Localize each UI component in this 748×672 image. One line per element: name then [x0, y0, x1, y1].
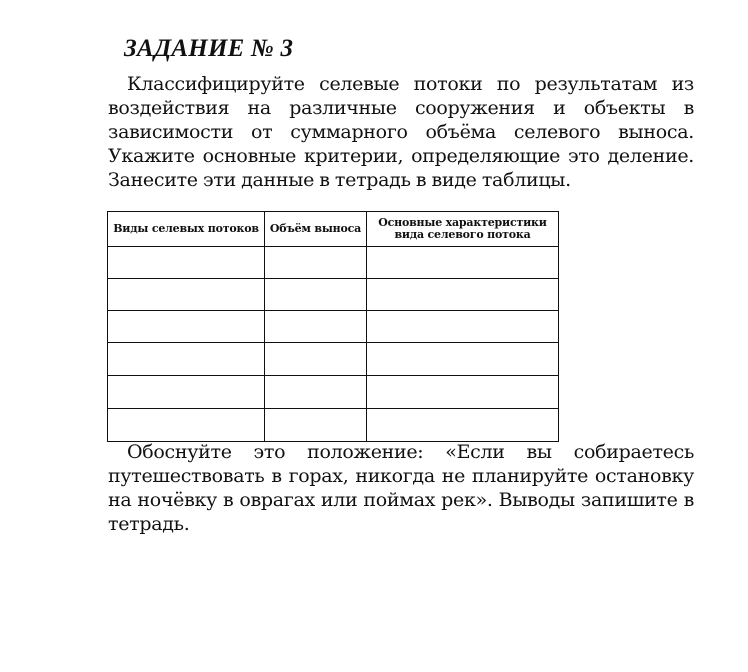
table-cell	[108, 409, 265, 442]
task-justification: Обоснуйте это положение: «Если вы собираетесь путешествовать в горах, никогда не планируйте остановку на ночёвку в оврагах или поймах рек». Выводы запишите в тетрадь.	[108, 441, 694, 535]
table-cell	[367, 409, 559, 442]
header-mudflow-types: Виды селевых потоков	[108, 212, 265, 247]
table-cell	[265, 247, 367, 279]
table-row	[108, 376, 559, 409]
table-cell	[265, 343, 367, 376]
table-cell	[367, 343, 559, 376]
table-cell	[265, 409, 367, 442]
table-header-row	[108, 212, 559, 247]
task-title: ЗАДАНИЕ № 3	[124, 35, 294, 62]
table-cell	[108, 279, 265, 311]
header-volume: Объём выноса	[265, 212, 367, 247]
table-cell	[367, 247, 559, 279]
table-row	[108, 343, 559, 376]
table-row	[108, 279, 559, 311]
table-cell	[265, 311, 367, 343]
table-cell	[108, 311, 265, 343]
classification-table	[107, 211, 559, 442]
task-instructions: Классифицируйте селевые потоки по результатам из воздействия на различные сооружения и объекты в зависимости от суммарного объёма селевого выноса. Укажите основные критерии, определяющие это деление. Занесите эти данные в тетрадь в виде таблицы.	[108, 73, 694, 191]
table-cell	[265, 279, 367, 311]
table-cell	[108, 343, 265, 376]
table-row	[108, 247, 559, 279]
table-cell	[108, 376, 265, 409]
table-cell	[265, 376, 367, 409]
header-characteristics: Основные характеристики вида селевого потока	[367, 212, 559, 247]
table-row	[108, 311, 559, 343]
table-cell	[367, 279, 559, 311]
table-row	[108, 409, 559, 442]
table-cell	[367, 376, 559, 409]
table-cell	[367, 311, 559, 343]
table-cell	[108, 247, 265, 279]
